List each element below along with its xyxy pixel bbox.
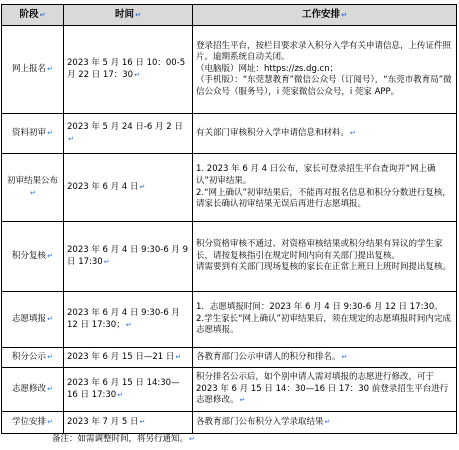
- time-cell: 2023 年 6 月 15 日 14:30—16 日 17:30↵: [64, 368, 193, 412]
- time-cell: 2023 年 6 月 4 日 9:30-6 月 12 日 17:30；↵: [64, 292, 193, 348]
- stage-cell: 积分公示↵: [2, 348, 64, 368]
- paragraph-mark-icon: ↵: [341, 352, 348, 361]
- paragraph-mark-icon: ↵: [134, 70, 140, 79]
- work-cell: [193, 222, 457, 292]
- paragraph-mark-icon: ↵: [117, 390, 124, 399]
- paragraph-mark-icon: ↵: [47, 384, 53, 393]
- stage-cell: 学位安排↵: [2, 412, 64, 434]
- header-time: 时间↵: [64, 5, 193, 26]
- header-work: 工作安排↵: [193, 5, 457, 26]
- work-line: （电脑版）网址：https://zs.dg.cn；: [196, 63, 339, 74]
- paragraph-mark-icon: ↵: [139, 182, 146, 191]
- paragraph-mark-icon: ↵: [47, 251, 53, 260]
- stage-cell: 网上报名↵: [2, 26, 64, 114]
- paragraph-mark-icon: ↵: [30, 188, 36, 197]
- work-line: （手机版）：“东莞慧教育”微信公众号（订阅号），“东莞市教育局”微信公众号（服务号），i 莞家微信公众号，i 莞家 APP。: [196, 75, 452, 97]
- time-cell: 2023 年 5 月 16 日 10：00-5 月 22 日 17：30↵: [64, 26, 193, 114]
- header-stage: 阶段↵: [2, 5, 64, 26]
- stage-cell: 积分复核↵: [2, 222, 64, 292]
- time-cell: 2023 年 6 月 15 日—21 日↵: [64, 348, 193, 368]
- work-line: 1．志愿填报时间：2023 年 6 月 4 日 9:30-6 月 12 日 17:30。: [196, 302, 443, 313]
- time-cell: 2023 年 5 月 24 日-6 月 2 日↵: [64, 114, 193, 154]
- footnote: 备注：如需调整时间，将另行通知。↵: [52, 434, 195, 444]
- paragraph-mark-icon: ↵: [125, 320, 132, 329]
- table-row: [2, 26, 457, 114]
- table-row: [2, 348, 457, 368]
- paragraph-mark-icon: ↵: [39, 10, 46, 19]
- table-row: [2, 412, 457, 434]
- paragraph-mark-icon: ↵: [47, 417, 53, 426]
- work-line: 积分资格审核不通过、对资格审核结果或积分结果有异议的学生家长，请按复核指引在规定时间内向有关部门提出复核。: [196, 239, 443, 261]
- table-row: [2, 222, 457, 292]
- work-line: 2.“网上确认”初审结果后，不能再对报名信息和积分分数进行复核，请家长确认初审结果无误后再进行志愿填报。: [196, 187, 451, 210]
- stage-cell: 志愿修改↵: [2, 368, 64, 412]
- time-cell: 2023 年 6 月 4 日↵: [64, 154, 193, 222]
- table-row: [2, 114, 457, 154]
- paragraph-mark-icon: ↵: [341, 10, 347, 19]
- header-row: [2, 5, 457, 26]
- stage-cell: 初审结果公布↵: [2, 154, 64, 222]
- work-cell: 积分排名公示后，如个别申请人需对填报的志愿进行修改，可于 2023 年 6 月 15 日 14：30—16 日 17：30 前登录招生平台进行志愿修改。↵: [193, 368, 457, 412]
- stage-cell: 志愿填报↵: [2, 292, 64, 348]
- paragraph-mark-icon: ↵: [47, 352, 53, 361]
- paragraph-mark-icon: ↵: [350, 128, 356, 137]
- schedule-table: [1, 4, 457, 434]
- work-cell: [193, 154, 457, 222]
- paragraph-mark-icon: ↵: [68, 134, 74, 143]
- stage-cell: 资料初审↵: [2, 114, 64, 154]
- paragraph-mark-icon: ↵: [103, 257, 110, 266]
- work-cell: [193, 292, 457, 348]
- table-row: [2, 154, 457, 222]
- table-row: [2, 292, 457, 348]
- work-cell: 各教育部门公示申请人的积分和排名。↵: [193, 348, 457, 368]
- time-cell: 2023 年 7 月 5 日↵: [64, 412, 193, 434]
- paragraph-mark-icon: ↵: [189, 435, 195, 443]
- paragraph-mark-icon: ↵: [239, 396, 246, 405]
- work-line: 1. 2023 年 6 月 4 日公布，家长可登录招生平台查询并“网上确认”初审结果。: [196, 164, 436, 186]
- table-row: [2, 368, 457, 412]
- work-line: 2.学生家长“网上确认”初审结果后，须在规定的志愿填报时间内完成志愿填报。: [196, 313, 451, 336]
- paragraph-mark-icon: ↵: [175, 352, 182, 361]
- paragraph-mark-icon: ↵: [47, 314, 53, 323]
- work-cell: 各教育部门公布积分入学录取结果↵: [193, 412, 457, 434]
- work-cell: [193, 26, 457, 114]
- paragraph-mark-icon: ↵: [47, 128, 53, 137]
- paragraph-mark-icon: ↵: [139, 417, 146, 426]
- paragraph-mark-icon: ↵: [324, 417, 331, 426]
- paragraph-mark-icon: ↵: [135, 10, 141, 19]
- work-line: 请需要到有关部门现场复核的家长在正常上班日上班时间提出复核。: [196, 262, 452, 273]
- work-line: 登录招生平台，按栏目要求录入积分入学有关申请信息，上传证件照片。逾期系统自动关闭。: [196, 40, 452, 63]
- paragraph-mark-icon: ↵: [47, 64, 53, 73]
- time-cell: 2023 年 6 月 4 日 9:30-6 月 9 日 17:30↵: [64, 222, 193, 292]
- work-cell: 有关部门审核积分入学申请信息和材料。↵: [193, 114, 457, 154]
